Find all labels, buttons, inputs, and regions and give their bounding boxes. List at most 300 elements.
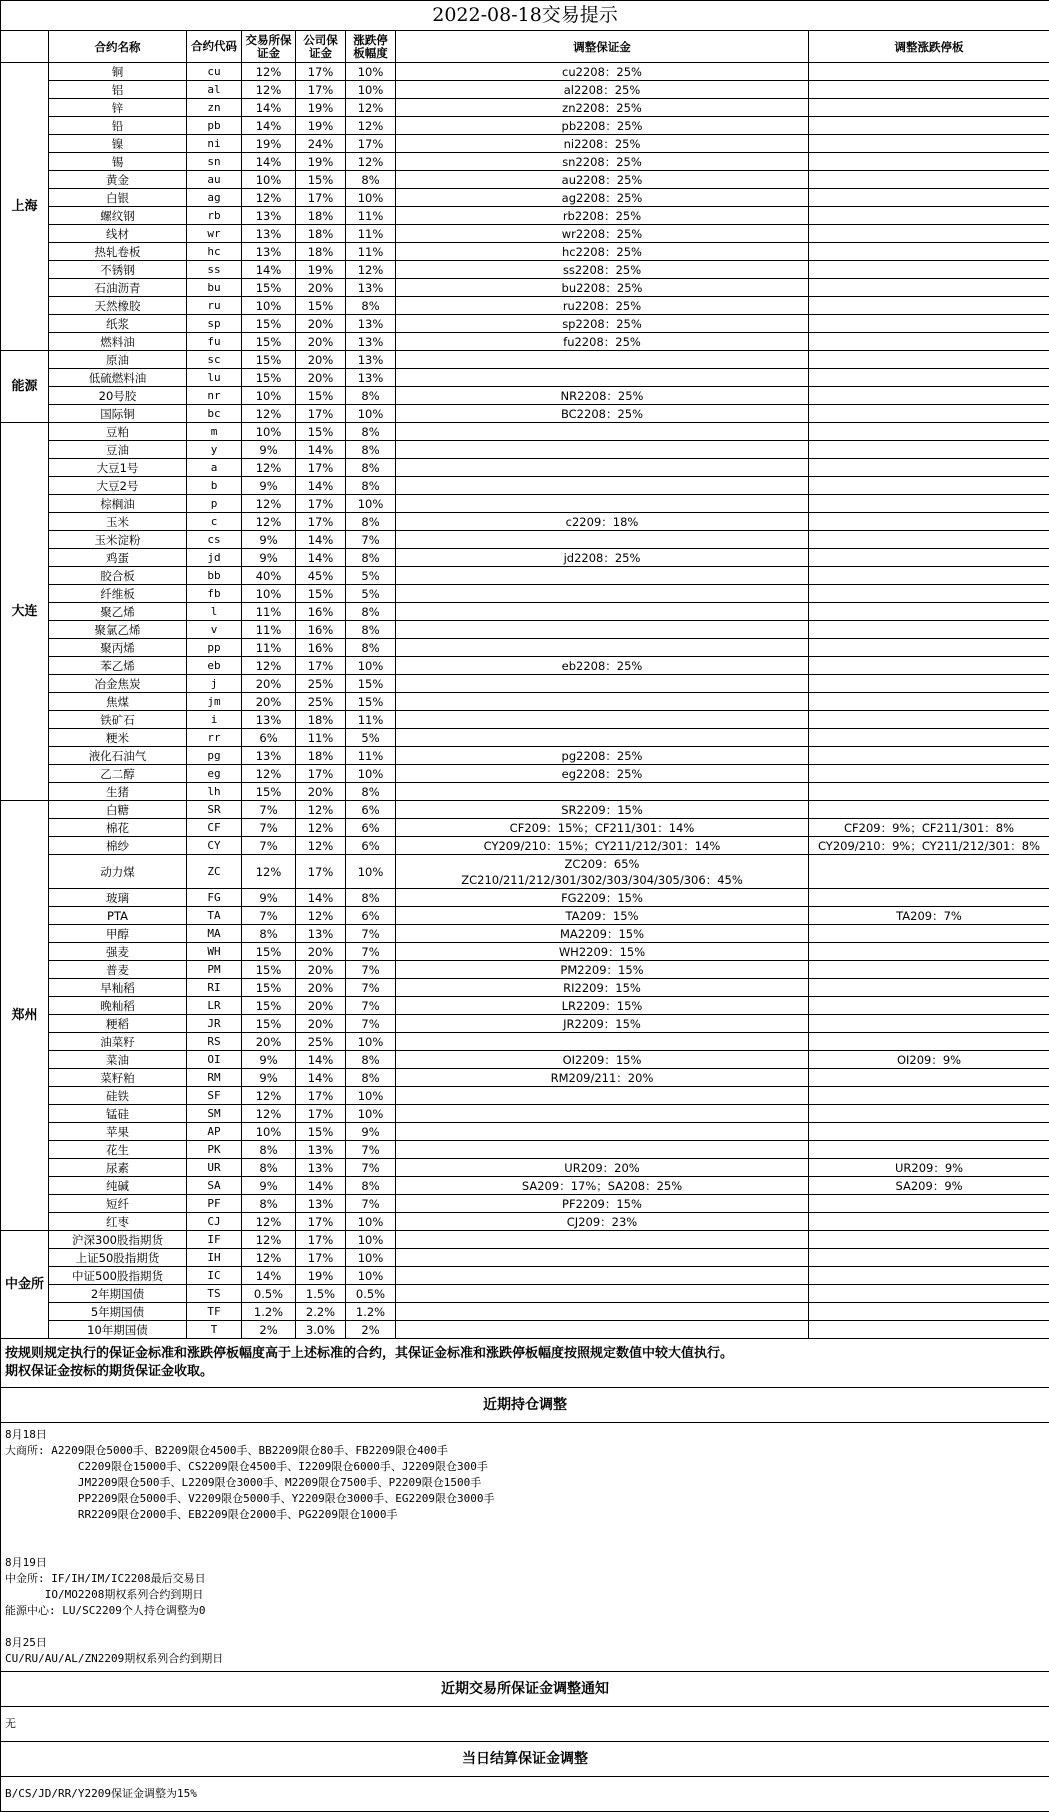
company-margin: 25%: [296, 675, 346, 693]
contract-code: y: [187, 441, 242, 459]
company-margin: 15%: [296, 387, 346, 405]
adjusted-margin: eb2208：25%: [396, 657, 809, 675]
contract-row: [1, 279, 1049, 297]
adjusted-margin: RM209/211：20%: [396, 1069, 809, 1087]
contract-row: [1, 747, 1049, 765]
contract-row: [1, 1249, 1049, 1267]
contract-code: l: [187, 603, 242, 621]
exchange-margin: 13%: [242, 243, 296, 261]
contract-row: [1, 315, 1049, 333]
contract-code: AP: [187, 1123, 242, 1141]
contract-row: [1, 585, 1049, 603]
price-limit: 8%: [346, 441, 396, 459]
contract-code: wr: [187, 225, 242, 243]
contract-name: 焦煤: [49, 693, 187, 711]
contract-name: 5年期国债: [49, 1303, 187, 1321]
exchange-margin: 12%: [242, 1249, 296, 1267]
adjusted-margin: [396, 639, 809, 657]
contract-row: [1, 117, 1049, 135]
adjusted-margin: [396, 1087, 809, 1105]
exchange-margin: 13%: [242, 207, 296, 225]
adjusted-limit: [809, 1105, 1049, 1123]
company-margin: 20%: [296, 997, 346, 1015]
contract-row: [1, 1141, 1049, 1159]
exchange-margin: 14%: [242, 117, 296, 135]
price-limit: 8%: [346, 783, 396, 801]
adjusted-limit: [809, 351, 1049, 369]
contract-name: 铅: [49, 117, 187, 135]
adjusted-margin: eg2208：25%: [396, 765, 809, 783]
contract-code: jd: [187, 549, 242, 567]
price-limit: 7%: [346, 979, 396, 997]
company-margin: 3.0%: [296, 1321, 346, 1339]
price-limit: 9%: [346, 1123, 396, 1141]
contract-code: j: [187, 675, 242, 693]
contract-code: WH: [187, 943, 242, 961]
contract-code: PF: [187, 1195, 242, 1213]
contract-name: 晚籼稻: [49, 997, 187, 1015]
contract-row: [1, 189, 1049, 207]
contract-code: MA: [187, 925, 242, 943]
price-limit: 11%: [346, 225, 396, 243]
company-margin: 11%: [296, 729, 346, 747]
company-margin: 14%: [296, 1069, 346, 1087]
adjusted-limit: [809, 1195, 1049, 1213]
adjusted-limit: [809, 961, 1049, 979]
price-limit: 15%: [346, 675, 396, 693]
adjusted-limit: [809, 585, 1049, 603]
contract-code: lh: [187, 783, 242, 801]
contract-name: 纸浆: [49, 315, 187, 333]
adjusted-limit: [809, 315, 1049, 333]
price-limit: 10%: [346, 657, 396, 675]
contract-code: rb: [187, 207, 242, 225]
adjusted-limit: [809, 153, 1049, 171]
contract-name: 铝: [49, 81, 187, 99]
exchange-margin: 10%: [242, 171, 296, 189]
adjusted-margin: [396, 1033, 809, 1051]
price-limit: 10%: [346, 1213, 396, 1231]
price-limit: 6%: [346, 801, 396, 819]
header-exch-margin: 交易所保证金: [242, 31, 296, 63]
exchange-margin: 9%: [242, 1177, 296, 1195]
company-margin: 17%: [296, 1231, 346, 1249]
settlement-margin-title: 当日结算保证金调整: [1, 1742, 1049, 1777]
contract-row: [1, 531, 1049, 549]
contract-name: 低硫燃料油: [49, 369, 187, 387]
adjusted-limit: [809, 855, 1049, 889]
exchange-margin: 15%: [242, 279, 296, 297]
exchange-margin: 15%: [242, 979, 296, 997]
exchange-margin: 15%: [242, 997, 296, 1015]
contract-code: nr: [187, 387, 242, 405]
price-limit: 8%: [346, 171, 396, 189]
exchange-margin: 15%: [242, 369, 296, 387]
header-blank: [1, 31, 49, 63]
price-limit: 7%: [346, 925, 396, 943]
contract-name: 国际铜: [49, 405, 187, 423]
company-margin: 17%: [296, 765, 346, 783]
adjusted-margin: [396, 477, 809, 495]
contract-code: IH: [187, 1249, 242, 1267]
contract-name: 白银: [49, 189, 187, 207]
contract-row: [1, 549, 1049, 567]
adjusted-margin: [396, 1231, 809, 1249]
adjusted-margin: sn2208：25%: [396, 153, 809, 171]
contract-code: pg: [187, 747, 242, 765]
adjusted-limit: [809, 1141, 1049, 1159]
exchange-margin: 19%: [242, 135, 296, 153]
adjusted-margin: MA2209：15%: [396, 925, 809, 943]
contract-name: 菜油: [49, 1051, 187, 1069]
exchange-margin: 40%: [242, 567, 296, 585]
price-limit: 7%: [346, 1195, 396, 1213]
company-margin: 20%: [296, 279, 346, 297]
adjusted-margin: [396, 531, 809, 549]
contract-code: SF: [187, 1087, 242, 1105]
company-margin: 20%: [296, 1015, 346, 1033]
adjusted-margin: [396, 711, 809, 729]
adjusted-limit: [809, 99, 1049, 117]
exchange-margin: 12%: [242, 1213, 296, 1231]
company-margin: 16%: [296, 621, 346, 639]
contract-name: 短纤: [49, 1195, 187, 1213]
price-limit: 10%: [346, 189, 396, 207]
contract-name: 聚氯乙烯: [49, 621, 187, 639]
rule-note-line2: 期权保证金按标的期货保证金收取。: [5, 1363, 1045, 1381]
adjusted-limit: [809, 1285, 1049, 1303]
company-margin: 20%: [296, 369, 346, 387]
contract-code: i: [187, 711, 242, 729]
contract-row: [1, 801, 1049, 819]
adjusted-limit: [809, 549, 1049, 567]
company-margin: 14%: [296, 441, 346, 459]
exchange-margin: 15%: [242, 315, 296, 333]
contract-row: [1, 979, 1049, 997]
exchange-margin: 10%: [242, 1123, 296, 1141]
adjusted-margin: [396, 855, 809, 889]
contract-row: [1, 1159, 1049, 1177]
price-limit: 8%: [346, 639, 396, 657]
company-margin: 12%: [296, 837, 346, 855]
contract-row: [1, 1015, 1049, 1033]
company-margin: 17%: [296, 495, 346, 513]
adjusted-limit: [809, 279, 1049, 297]
price-limit: 10%: [346, 63, 396, 81]
contract-row: [1, 783, 1049, 801]
company-margin: 17%: [296, 1213, 346, 1231]
price-limit: 8%: [346, 387, 396, 405]
contract-row: [1, 477, 1049, 495]
exchange-margin: 20%: [242, 1033, 296, 1051]
exchange-margin: 9%: [242, 549, 296, 567]
contract-row: [1, 765, 1049, 783]
contract-name: 螺纹钢: [49, 207, 187, 225]
exchange-margin: 7%: [242, 837, 296, 855]
contract-row: [1, 1087, 1049, 1105]
company-margin: 24%: [296, 135, 346, 153]
price-limit: 11%: [346, 747, 396, 765]
company-margin: 19%: [296, 261, 346, 279]
company-margin: 12%: [296, 907, 346, 925]
exchange-margin: 12%: [242, 1105, 296, 1123]
adjusted-margin: [396, 1249, 809, 1267]
contract-row: [1, 135, 1049, 153]
company-margin: 20%: [296, 979, 346, 997]
price-limit: 8%: [346, 459, 396, 477]
contract-name: 中证500股指期货: [49, 1267, 187, 1285]
contract-name: 白糖: [49, 801, 187, 819]
adjusted-limit: [809, 513, 1049, 531]
contract-code: sp: [187, 315, 242, 333]
price-limit: 12%: [346, 261, 396, 279]
contract-row: [1, 495, 1049, 513]
contract-row: [1, 819, 1049, 837]
contract-name: 乙二醇: [49, 765, 187, 783]
company-margin: 17%: [296, 189, 346, 207]
company-margin: 20%: [296, 351, 346, 369]
company-margin: 14%: [296, 477, 346, 495]
adjusted-limit: [809, 531, 1049, 549]
adjusted-limit: [809, 1303, 1049, 1321]
company-margin: 17%: [296, 855, 346, 889]
adjusted-limit: [809, 943, 1049, 961]
adjusted-margin: [396, 603, 809, 621]
company-margin: 18%: [296, 747, 346, 765]
price-limit: 5%: [346, 567, 396, 585]
adjusted-limit: [809, 225, 1049, 243]
price-limit: 13%: [346, 333, 396, 351]
adjusted-margin: TA209：15%: [396, 907, 809, 925]
contract-row: [1, 1069, 1049, 1087]
contract-row: [1, 369, 1049, 387]
company-margin: 45%: [296, 567, 346, 585]
contract-name: 锰硅: [49, 1105, 187, 1123]
price-limit: 6%: [346, 907, 396, 925]
contract-name: 上证50股指期货: [49, 1249, 187, 1267]
adjusted-limit: [809, 765, 1049, 783]
price-limit: 10%: [346, 1249, 396, 1267]
contract-row: [1, 81, 1049, 99]
company-margin: 13%: [296, 1159, 346, 1177]
company-margin: 20%: [296, 315, 346, 333]
adjusted-limit: [809, 1231, 1049, 1249]
contract-code: al: [187, 81, 242, 99]
price-limit: 11%: [346, 711, 396, 729]
contract-code: zn: [187, 99, 242, 117]
contract-name: 红枣: [49, 1213, 187, 1231]
company-margin: 14%: [296, 1051, 346, 1069]
company-margin: 16%: [296, 603, 346, 621]
company-margin: 20%: [296, 333, 346, 351]
adjusted-margin: cu2208：25%: [396, 63, 809, 81]
adjusted-margin: CJ209：23%: [396, 1213, 809, 1231]
adjusted-margin: [396, 567, 809, 585]
adjusted-margin: BC2208：25%: [396, 405, 809, 423]
exchange-margin: 12%: [242, 1231, 296, 1249]
contract-name: 菜籽粕: [49, 1069, 187, 1087]
exchange-margin: 15%: [242, 961, 296, 979]
exchange-margin: 12%: [242, 1087, 296, 1105]
company-margin: 18%: [296, 243, 346, 261]
contract-code: pp: [187, 639, 242, 657]
exchange-margin: 14%: [242, 1267, 296, 1285]
adjusted-margin: rb2208：25%: [396, 207, 809, 225]
contract-name: 液化石油气: [49, 747, 187, 765]
contract-row: [1, 243, 1049, 261]
adjusted-margin: LR2209：15%: [396, 997, 809, 1015]
company-margin: 18%: [296, 207, 346, 225]
adjusted-limit: [809, 729, 1049, 747]
price-limit: 8%: [346, 423, 396, 441]
region-label: 郑州: [1, 801, 49, 1231]
contract-code: hc: [187, 243, 242, 261]
exchange-margin-notice-title: 近期交易所保证金调整通知: [1, 1672, 1049, 1707]
exchange-margin: 11%: [242, 621, 296, 639]
adjusted-limit: [809, 801, 1049, 819]
contract-name: 苹果: [49, 1123, 187, 1141]
price-limit: 7%: [346, 1015, 396, 1033]
adjusted-margin: ss2208：25%: [396, 261, 809, 279]
adjusted-margin: [396, 1123, 809, 1141]
contract-name: 沪深300股指期货: [49, 1231, 187, 1249]
price-limit: 7%: [346, 943, 396, 961]
company-margin: 14%: [296, 549, 346, 567]
adjusted-limit: [809, 261, 1049, 279]
region-label: 上海: [1, 63, 49, 351]
exchange-margin: 14%: [242, 261, 296, 279]
contract-row: [1, 621, 1049, 639]
contract-code: ag: [187, 189, 242, 207]
exchange-margin: 10%: [242, 387, 296, 405]
contract-row: [1, 1033, 1049, 1051]
header-limit: 涨跌停板幅度: [346, 31, 396, 63]
contract-code: c: [187, 513, 242, 531]
contract-code: FG: [187, 889, 242, 907]
header-adj-limit: 调整涨跌停板: [809, 31, 1049, 63]
exchange-margin: 1.2%: [242, 1303, 296, 1321]
adjusted-margin: [396, 783, 809, 801]
company-margin: 15%: [296, 297, 346, 315]
company-margin: 1.5%: [296, 1285, 346, 1303]
adjusted-margin: [396, 1105, 809, 1123]
price-limit: 1.2%: [346, 1303, 396, 1321]
price-limit: 11%: [346, 207, 396, 225]
company-margin: 17%: [296, 459, 346, 477]
adjusted-margin-line1: ZC209：65%: [398, 856, 806, 872]
company-margin: 19%: [296, 117, 346, 135]
exchange-margin: 12%: [242, 495, 296, 513]
contract-code: b: [187, 477, 242, 495]
adjusted-limit: UR209：9%: [809, 1159, 1049, 1177]
exchange-margin: 20%: [242, 693, 296, 711]
adjusted-limit: [809, 1087, 1049, 1105]
contract-name: 尿素: [49, 1159, 187, 1177]
adjusted-margin: WH2209：15%: [396, 943, 809, 961]
adjusted-limit: [809, 1033, 1049, 1051]
exchange-margin: 8%: [242, 1195, 296, 1213]
price-limit: 2%: [346, 1321, 396, 1339]
adjusted-limit: TA209：7%: [809, 907, 1049, 925]
contract-row: [1, 1123, 1049, 1141]
contract-row: [1, 1213, 1049, 1231]
company-margin: 15%: [296, 585, 346, 603]
contract-code: cu: [187, 63, 242, 81]
contract-name: 锌: [49, 99, 187, 117]
adjusted-margin: SA209：17%；SA208：25%: [396, 1177, 809, 1195]
adjusted-margin: ag2208：25%: [396, 189, 809, 207]
header-code: 合约代码: [187, 31, 242, 63]
contract-name: 黄金: [49, 171, 187, 189]
contract-code: OI: [187, 1051, 242, 1069]
contract-code: TA: [187, 907, 242, 925]
price-limit: 10%: [346, 855, 396, 889]
rule-note-line1: 按规则规定执行的保证金标准和涨跌停板幅度高于上述标准的合约，其保证金标准和涨跌停板幅度按照规定数值中较大值执行。: [5, 1345, 1045, 1363]
contract-code: JR: [187, 1015, 242, 1033]
adjusted-margin-line2: ZC210/211/212/301/302/303/304/305/306：45%: [398, 872, 806, 888]
price-limit: 0.5%: [346, 1285, 396, 1303]
price-limit: 13%: [346, 315, 396, 333]
contract-row: [1, 1195, 1049, 1213]
contract-row: [1, 225, 1049, 243]
adjusted-limit: [809, 189, 1049, 207]
adjusted-margin: pg2208：25%: [396, 747, 809, 765]
adjusted-limit: [809, 1267, 1049, 1285]
adjusted-limit: [809, 621, 1049, 639]
exchange-margin: 12%: [242, 459, 296, 477]
adjusted-margin: [396, 459, 809, 477]
contract-name: 鸡蛋: [49, 549, 187, 567]
contract-row: [1, 351, 1049, 369]
contract-row: [1, 1321, 1049, 1339]
adjusted-margin: al2208：25%: [396, 81, 809, 99]
adjusted-limit: [809, 333, 1049, 351]
contract-code: TF: [187, 1303, 242, 1321]
exchange-margin: 15%: [242, 333, 296, 351]
company-margin: 17%: [296, 1105, 346, 1123]
contract-code: TS: [187, 1285, 242, 1303]
contract-name: 纤维板: [49, 585, 187, 603]
contract-code: rr: [187, 729, 242, 747]
adjusted-margin: sp2208：25%: [396, 315, 809, 333]
contract-name: 燃料油: [49, 333, 187, 351]
contract-code: SR: [187, 801, 242, 819]
company-margin: 25%: [296, 693, 346, 711]
contract-row: [1, 693, 1049, 711]
exchange-margin: 2%: [242, 1321, 296, 1339]
company-margin: 16%: [296, 639, 346, 657]
exchange-margin: 13%: [242, 225, 296, 243]
exchange-margin: 14%: [242, 99, 296, 117]
adjusted-margin: JR2209：15%: [396, 1015, 809, 1033]
contract-name: 铁矿石: [49, 711, 187, 729]
price-limit: 10%: [346, 495, 396, 513]
rule-note: [1, 1339, 1049, 1388]
contract-code: T: [187, 1321, 242, 1339]
company-margin: 25%: [296, 1033, 346, 1051]
price-limit: 8%: [346, 1069, 396, 1087]
adjusted-margin: [396, 1321, 809, 1339]
adjusted-limit: [809, 747, 1049, 765]
company-margin: 19%: [296, 99, 346, 117]
contract-code: eg: [187, 765, 242, 783]
contract-code: CF: [187, 819, 242, 837]
company-margin: 17%: [296, 513, 346, 531]
region-label: 能源: [1, 351, 49, 423]
exchange-margin: 6%: [242, 729, 296, 747]
contract-code: m: [187, 423, 242, 441]
adjusted-margin: [396, 1267, 809, 1285]
